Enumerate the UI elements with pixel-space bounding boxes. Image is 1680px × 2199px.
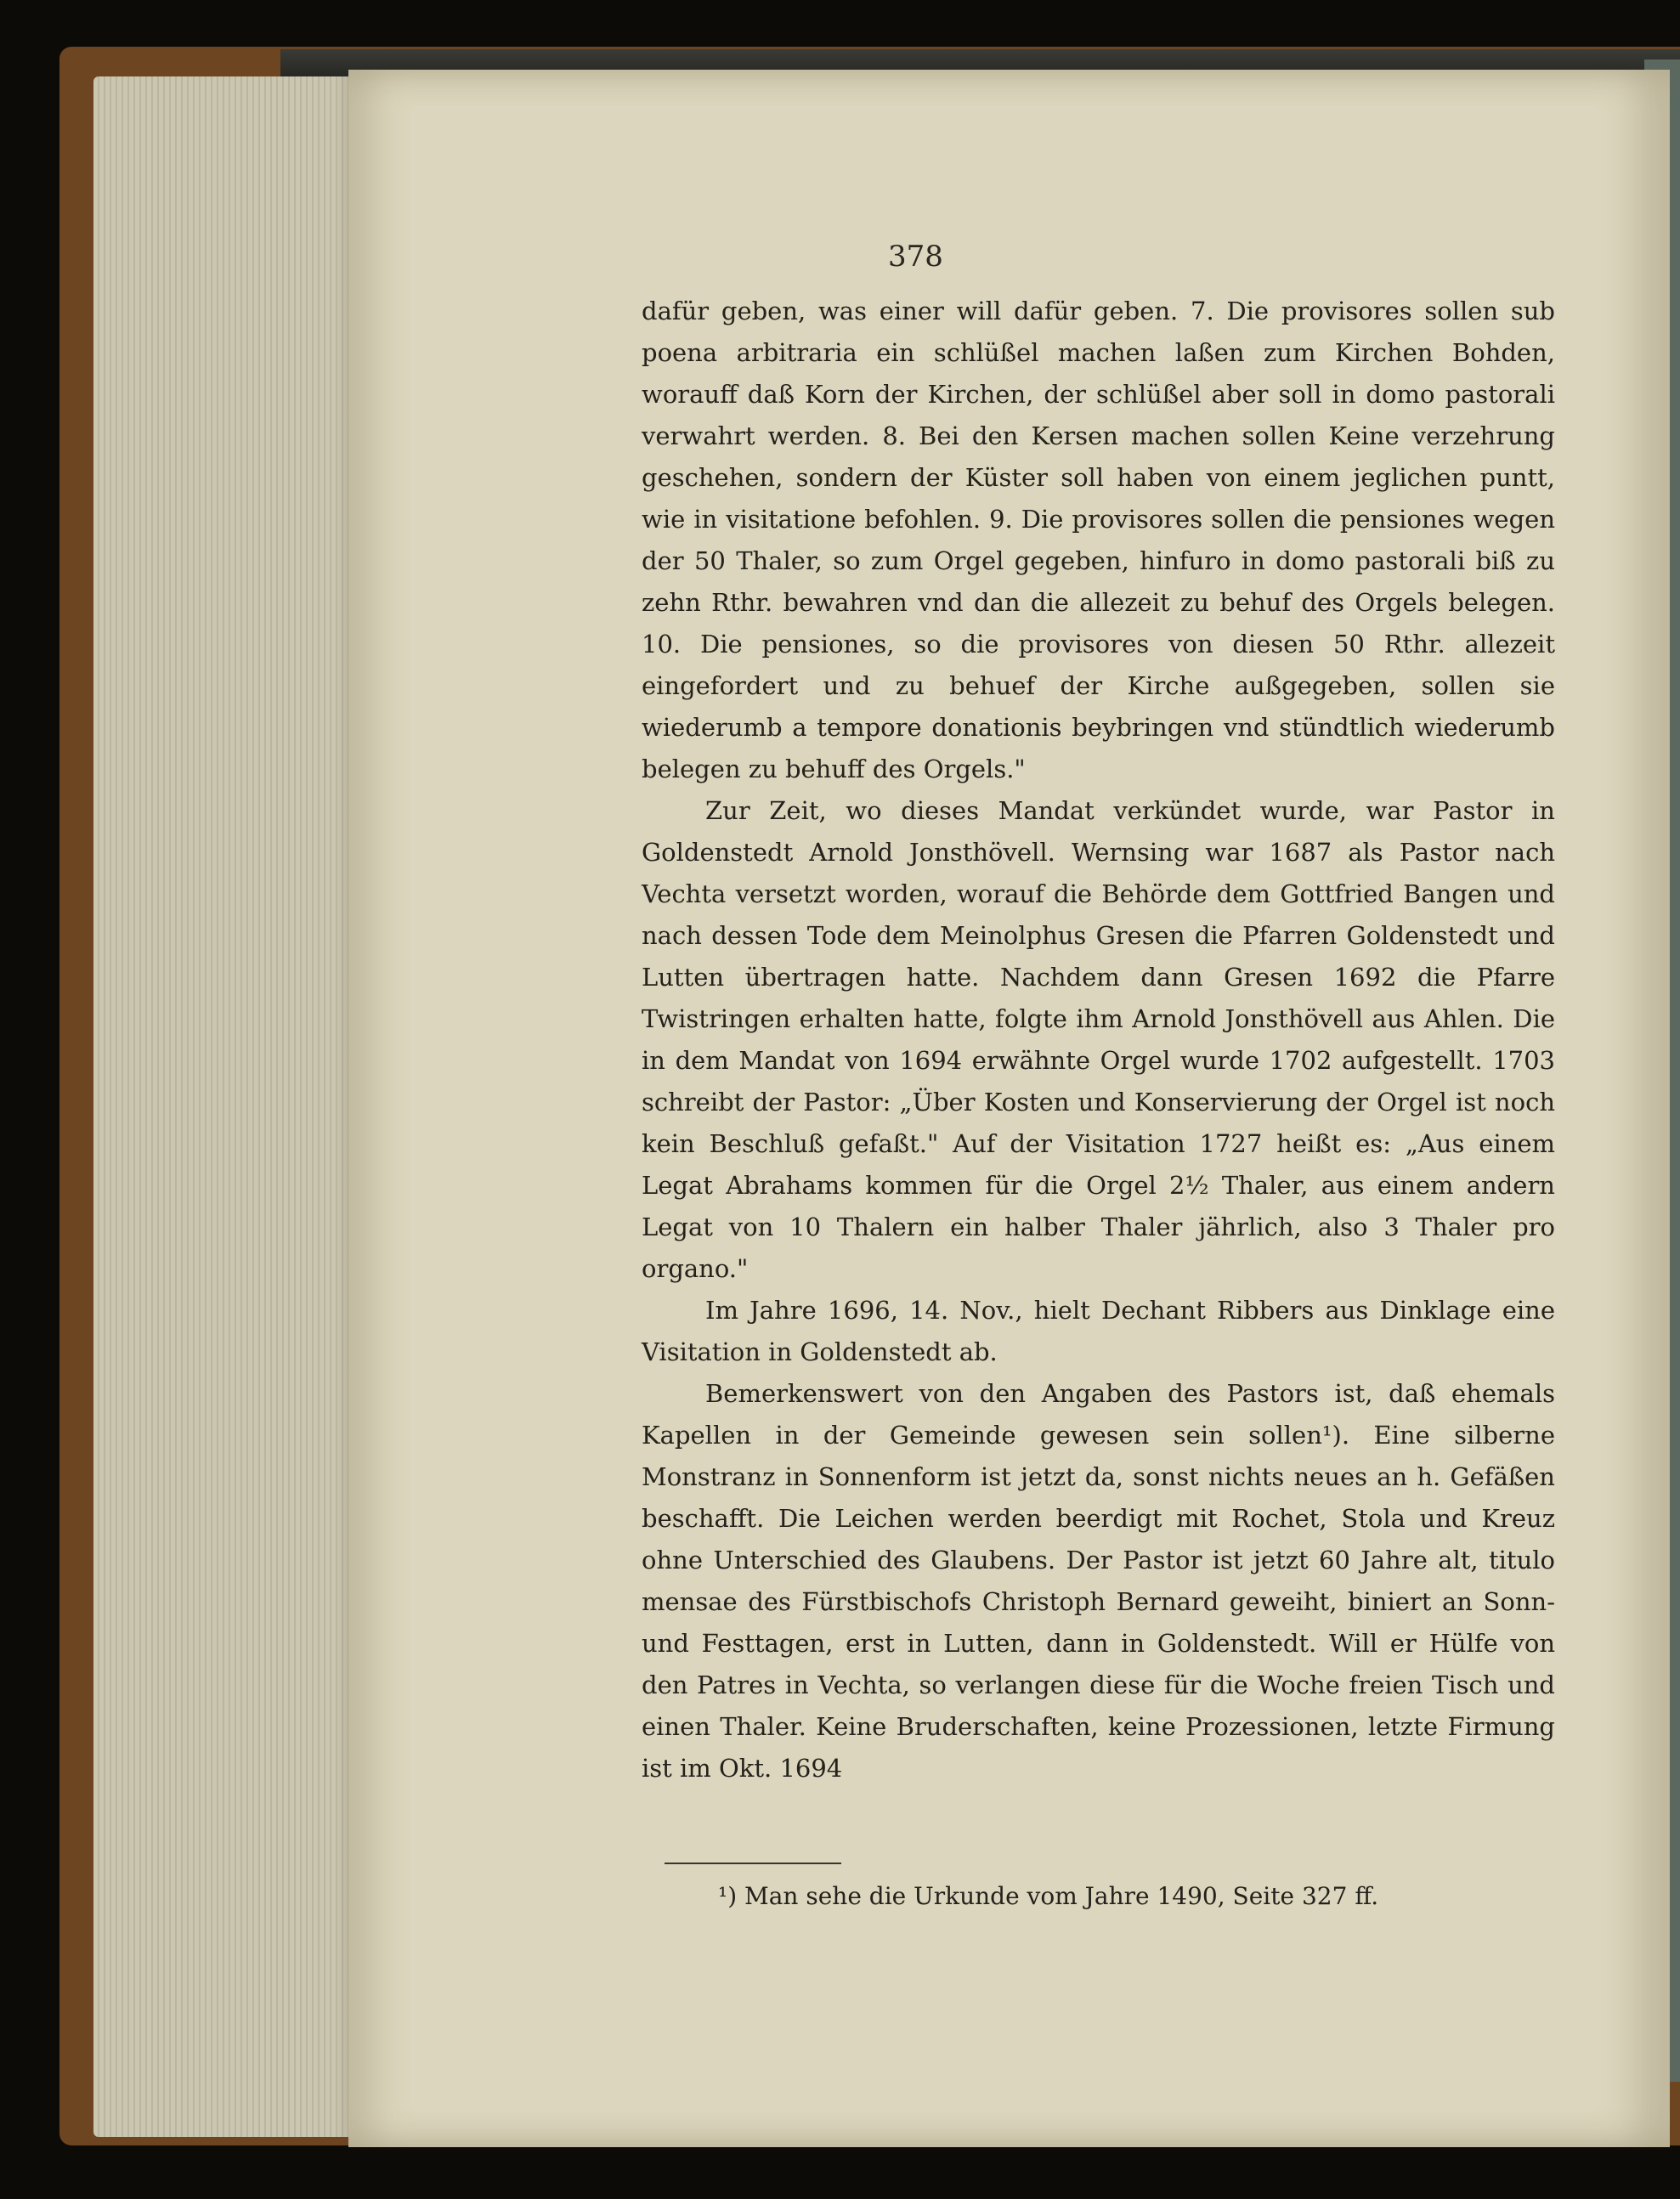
paragraph: Zur Zeit, wo dieses Mandat verkündet wurde, war Pastor in Goldenstedt Arnold Jonsthövell. Wernsing war 1687 als Pastor nach Vechta versetzt worden, worauf die Behörde dem Gottfried Bangen und nach dessen Tode dem Meinolphus Gresen die Pfarren Goldenstedt und Lutten übertragen hatte. Nachdem dann Gresen 1692 die Pfarre Twistringen erhalten hatte, folgte ihm Arnold Jonsthövell aus Ahlen. Die in dem Mandat von 1694 erwähnte Orgel wurde 1702 aufgestellt. 1703 schreibt der Pastor: „Über Kosten und Konservierung der Orgel ist noch kein Beschluß gefaßt." Auf der Visitation 1727 heißt es: „Aus einem Legat Abrahams kommen für die Orgel 2½ Thaler, aus einem andern Legat von 10 Thalern ein halber Thaler jährlich, also 3 Thaler pro organo."	[642, 796, 1555, 1283]
paragraph: dafür geben, was einer will dafür geben. 7. Die provisores sollen sub poena arbitraria ein schlüßel machen laßen zum Kirchen Bohden, worauff daß Korn der Kirchen, der schlüßel aber soll in domo pastorali verwahrt werden. 8. Bei den Kersen machen sollen Keine verzehrung geschehen, sondern der Küster soll haben von einem jeglichen puntt, wie in visitatione befohlen. 9. Die provisores sollen die pensiones wegen der 50 Thaler, so zum Orgel gegeben, hinfuro in domo pastorali biß zu zehn Rthr. bewahren vnd dan die allezeit zu behuf des Orgels belegen. 10. Die pensiones, so die provisores von diesen 50 Rthr. allezeit eingefordert und zu behuef der Kirche außgegeben, sollen sie wiederumb a tempore donationis beybringen vnd stündtlich wiederumb belegen zu behuff des Orgels."	[642, 297, 1555, 783]
page-edges	[93, 76, 374, 2137]
paragraph: Bemerkenswert von den Angaben des Pastors ist, daß ehemals Kapellen in der Gemeinde gewesen sein sollen¹). Eine silberne Monstranz in Sonnenform ist jetzt da, sonst nichts neues an h. Gefäßen beschafft. Die Leichen werden beerdigt mit Rochet, Stola und Kreuz ohne Unterschied des Glaubens. Der Pastor ist jetzt 60 Jahre alt, titulo mensae des Fürstbischofs Christoph Bernard geweiht, biniert an Sonn- und Festtagen, erst in Lutten, dann in Goldenstedt. Will er Hülfe von den Patres in Vechta, so verlangen diese für die Woche freien Tisch und einen Thaler. Keine Bruderschaften, keine Prozessionen, letzte Firmung ist im Okt. 1694	[642, 1379, 1555, 1783]
book-page	[348, 70, 1670, 2147]
footnote: ¹) Man sehe die Urkunde vom Jahre 1490, Seite 327 ff.	[718, 1882, 1379, 1910]
page-number: 378	[888, 240, 943, 274]
body-text	[642, 291, 1555, 1789]
paragraph: Im Jahre 1696, 14. Nov., hielt Dechant Ribbers aus Dinklage eine Visitation in Goldenstedt ab.	[642, 1296, 1555, 1366]
footnote-divider	[665, 1863, 841, 1864]
